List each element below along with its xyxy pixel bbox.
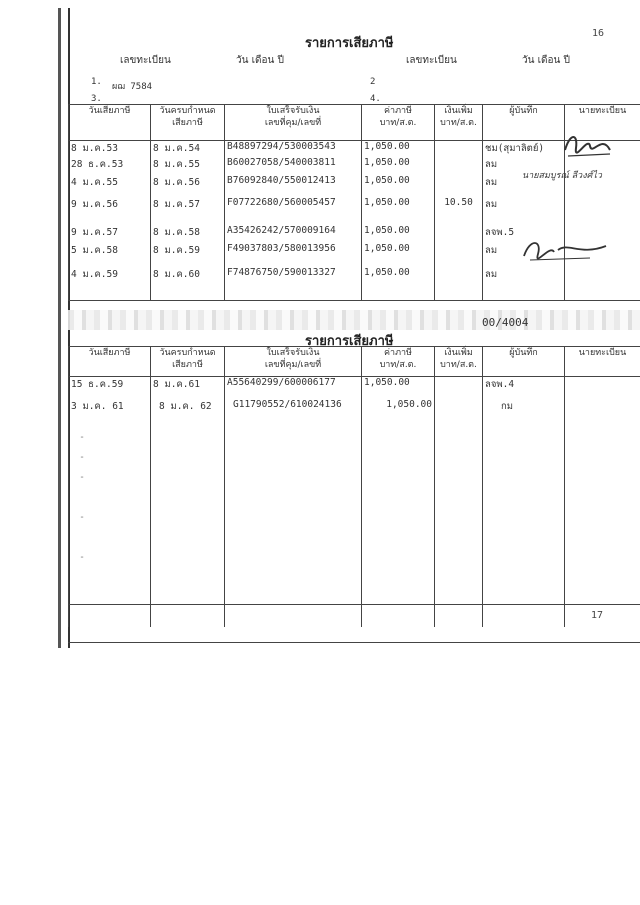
col-paid-date: วันเสียภาษี <box>69 105 151 141</box>
table-1-header <box>69 105 640 141</box>
cell-receipt: G11790552/610024136 <box>225 399 362 421</box>
cell-recorder: ชม(สุมาลิตย์) <box>483 141 565 157</box>
scan-mark: ⁃ <box>80 433 84 442</box>
section1-title: รายการเสียภาษี <box>305 36 394 51</box>
date-label-left: วัน เดือน ปี <box>236 55 284 66</box>
cell-extra <box>435 267 483 301</box>
cell-receipt: F07722680/560005457 <box>225 197 362 225</box>
signature-1 <box>560 128 620 162</box>
scan-mark: ⁃ <box>80 473 84 482</box>
reg-label-left: เลขทะเบียน <box>120 55 171 66</box>
col-receipt: ใบเสร็จรับเงิน เลขที่คุม/เลขที่ <box>225 347 362 377</box>
cell-registrar <box>565 197 640 225</box>
cell-extra <box>435 157 483 175</box>
security-pattern-band <box>68 310 640 330</box>
cell-extra <box>435 243 483 267</box>
signature-note: นายสมบูรณ์ ลีวงศ์ไว <box>522 171 602 181</box>
cell-recorder: ลม <box>483 267 565 301</box>
cell-tax: 1,050.00 <box>362 175 435 197</box>
cell-receipt: A35426242/570009164 <box>225 225 362 243</box>
scan-mark: ⁃ <box>80 453 84 462</box>
date-label-right: วัน เดือน ปี <box>522 55 570 66</box>
scan-mark: ⁃ <box>80 553 84 562</box>
cell-extra <box>435 141 483 157</box>
line4-num: 4. <box>370 94 381 104</box>
cell-receipt: B76092840/550012413 <box>225 175 362 197</box>
cell-tax: 1,050.00 <box>362 377 435 399</box>
cell-paid: 15 ธ.ค.59 <box>69 377 151 399</box>
cell-extra <box>435 377 483 399</box>
tax-table-2 <box>68 346 640 627</box>
page-number-bottom: 17 <box>591 610 604 621</box>
col-due-date: วันครบกำหนด เสียภาษี <box>151 105 225 141</box>
col-receipt: ใบเสร็จรับเงิน เลขที่คุม/เลขที่ <box>225 105 362 141</box>
cell-due: 8 ม.ค.54 <box>151 141 225 157</box>
cell-tax: 1,050.00 <box>362 157 435 175</box>
cell-due: 8 ม.ค. 62 <box>151 399 225 421</box>
cell-tax: 1,050.00 <box>362 243 435 267</box>
cell-due: 8 ม.ค.56 <box>151 175 225 197</box>
cell-tax: 1,050.00 <box>362 225 435 243</box>
section2-bottom-rule <box>68 604 640 605</box>
cell-tax: 1,050.00 <box>362 267 435 301</box>
cell-extra: 10.50 <box>435 197 483 225</box>
cell-receipt: F74876750/590013327 <box>225 267 362 301</box>
col-extra: เงินเพิ่ม บาท/ส.ต. <box>435 347 483 377</box>
cell-paid: 28 ธ.ค.53 <box>69 157 151 175</box>
cell-paid: 8 ม.ค.53 <box>69 141 151 157</box>
stamp-number: 00/4004 <box>482 316 529 329</box>
line1-value: ผฌ 7584 <box>112 82 153 92</box>
section1-bottom-rule <box>68 300 640 301</box>
scan-mark: ⁃ <box>80 513 84 522</box>
table-row-empty <box>69 421 640 627</box>
cell-tax: 1,050.00 <box>362 197 435 225</box>
line2-num: 2 <box>370 77 376 87</box>
col-tax: ค่าภาษี บาท/ส.ต. <box>362 347 435 377</box>
table-2-header <box>69 347 640 377</box>
table-row <box>69 141 640 157</box>
col-extra: เงินเพิ่ม บาท/ส.ต. <box>435 105 483 141</box>
cell-paid: 3 ม.ค. 61 <box>69 399 151 421</box>
line1-num: 1. <box>91 77 102 87</box>
cell-tax: 1,050.00 <box>362 399 435 421</box>
cell-paid: 5 ม.ค.58 <box>69 243 151 267</box>
cell-due: 8 ม.ค.59 <box>151 243 225 267</box>
cell-registrar <box>565 399 640 421</box>
page-bottom-rule <box>68 642 640 643</box>
cell-paid: 4 ม.ค.59 <box>69 267 151 301</box>
cell-registrar <box>565 267 640 301</box>
cell-receipt: F49037803/580013956 <box>225 243 362 267</box>
cell-paid: 9 ม.ค.57 <box>69 225 151 243</box>
table-row <box>69 377 640 399</box>
cell-due: 8 ม.ค.60 <box>151 267 225 301</box>
table-row <box>69 267 640 301</box>
cell-paid: 4 ม.ค.55 <box>69 175 151 197</box>
col-recorder: ผู้บันทึก <box>483 347 565 377</box>
cell-extra <box>435 175 483 197</box>
col-registrar: นายทะเบียน <box>565 347 640 377</box>
cell-recorder: ลม <box>483 197 565 225</box>
col-tax: ค่าภาษี บาท/ส.ต. <box>362 105 435 141</box>
scan-edge <box>58 8 61 648</box>
col-paid-date: วันเสียภาษี <box>69 347 151 377</box>
cell-receipt: B60027058/540003811 <box>225 157 362 175</box>
cell-recorder: กม <box>483 399 565 421</box>
cell-recorder: ลจพ.4 <box>483 377 565 399</box>
cell-recorder: ลม <box>483 175 565 197</box>
col-due-date: วันครบกำหนด เสียภาษี <box>151 347 225 377</box>
cell-extra <box>435 399 483 421</box>
reg-label-right: เลขทะเบียน <box>406 55 457 66</box>
cell-registrar <box>565 377 640 399</box>
cell-receipt: A55640299/600006177 <box>225 377 362 399</box>
cell-tax: 1,050.00 <box>362 141 435 157</box>
col-recorder: ผู้บันทึก <box>483 105 565 141</box>
signature-2 <box>520 236 610 266</box>
col-registrar: นายทะเบียน <box>565 105 640 141</box>
tax-table-1 <box>68 104 640 301</box>
cell-recorder: ลจพ.5 <box>483 225 565 243</box>
cell-extra <box>435 225 483 243</box>
cell-recorder: ลม <box>483 157 565 175</box>
cell-receipt: B48897294/530003543 <box>225 141 362 157</box>
page-number-top: 16 <box>592 28 605 39</box>
cell-due: 8 ม.ค.61 <box>151 377 225 399</box>
cell-paid: 9 ม.ค.56 <box>69 197 151 225</box>
cell-due: 8 ม.ค.58 <box>151 225 225 243</box>
cell-due: 8 ม.ค.57 <box>151 197 225 225</box>
table-row <box>69 399 640 421</box>
cell-due: 8 ม.ค.55 <box>151 157 225 175</box>
table-row <box>69 197 640 225</box>
line3-num: 3. <box>91 94 102 104</box>
cell-recorder: ลม <box>483 243 565 267</box>
section2-title: รายการเสียภาษี <box>305 334 394 349</box>
